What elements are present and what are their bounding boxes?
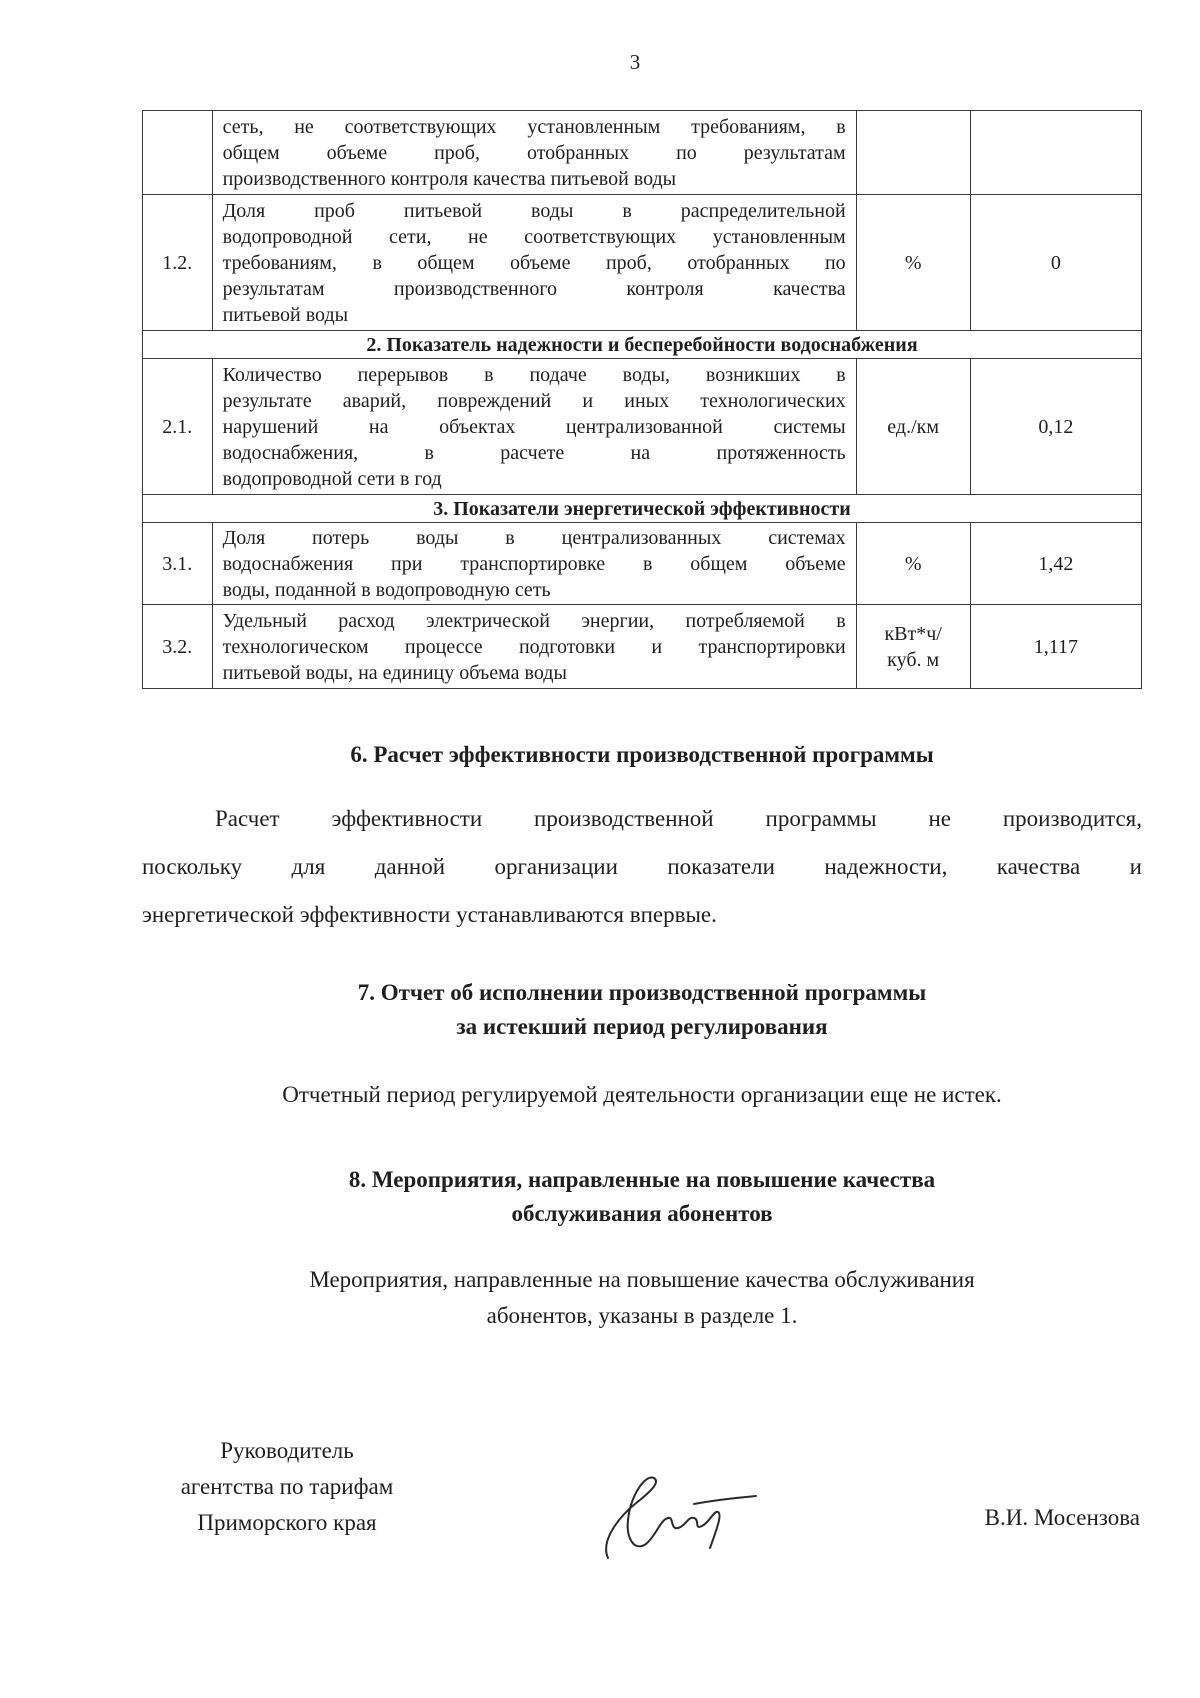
description-line: нарушений на объектах централизованной системы (222, 415, 846, 438)
unit-line: куб. м (887, 648, 940, 671)
description-line: Доля проб питьевой воды в распределительной (222, 199, 846, 222)
description-line: сеть, не соответствующих установленным требованиям, в (222, 115, 846, 138)
text-line: энергетической эффективности устанавливаются впервые. (142, 902, 717, 927)
description-line: требованиям, в общем объеме проб, отобранных по (222, 251, 846, 274)
description-line: Удельный расход электрической энергии, потребляемой в (222, 609, 846, 632)
position-line: агентства по тарифам (180, 1474, 394, 1499)
unit-line: кВт*ч/ (884, 622, 942, 645)
row-value (970, 111, 1141, 195)
text-line: поскольку для данной организации показатели надежности, качества и (142, 854, 1142, 879)
description-line: водопроводной сети, не соответствующих установленным (222, 225, 846, 248)
row-number: 3.1. (143, 523, 213, 605)
section-header-row (143, 495, 1142, 523)
section-header: 2. Показатель надежности и бесперебойности водоснабжения (143, 331, 1142, 359)
row-description (212, 523, 856, 605)
title-line: 7. Отчет об исполнении производственной программы (357, 980, 927, 1005)
text-line: Мероприятия, направленные на повышение качества обслуживания (309, 1267, 975, 1292)
row-unit: % (856, 195, 970, 331)
table-row (143, 605, 1142, 689)
row-value: 1,42 (970, 523, 1141, 605)
position-line: Приморского края (197, 1510, 377, 1535)
row-unit (856, 111, 970, 195)
description-line: водоснабжения, в расчете на протяженность (222, 441, 846, 464)
description-line: результатам производственного контроля качества (222, 277, 846, 300)
section-8-text (142, 1262, 1142, 1334)
title-line: обслуживания абонентов (511, 1201, 773, 1226)
description-line: результате аварий, повреждений и иных технологических (222, 389, 846, 412)
row-unit: % (856, 523, 970, 605)
description-line: Доля потерь воды в централизованных системах (222, 526, 846, 549)
table-row (143, 523, 1142, 605)
row-unit (856, 605, 970, 689)
table-row (143, 195, 1142, 331)
row-value: 0 (970, 195, 1141, 331)
row-unit: ед./км (856, 359, 970, 495)
section-6-text (142, 795, 1142, 939)
indicators-table (142, 110, 1142, 689)
description-line: Количество перерывов в подаче воды, возникших в (222, 363, 846, 386)
section-8-title (142, 1163, 1142, 1231)
row-number: 3.2. (143, 605, 213, 689)
signer-position (142, 1433, 432, 1541)
signer-name: В.И. Мосензова (984, 1505, 1140, 1530)
description-line: воды, поданной в водопроводную сеть (222, 578, 551, 601)
row-number: 1.2. (143, 195, 213, 331)
title-line: за истекший период регулирования (456, 1014, 828, 1039)
table-row (143, 111, 1142, 195)
section-header-row (143, 331, 1142, 359)
description-line: питьевой воды, на единицу объема воды (222, 661, 567, 684)
description-line: общем объеме проб, отобранных по результатам (222, 141, 846, 164)
section-7-title (142, 976, 1142, 1044)
row-description (212, 195, 856, 331)
row-description (212, 111, 856, 195)
row-description (212, 605, 856, 689)
text-line: абонентов, указаны в разделе 1. (486, 1303, 798, 1328)
row-description (212, 359, 856, 495)
page-number: 3 (629, 50, 641, 74)
row-value: 0,12 (970, 359, 1141, 495)
handwritten-signature (590, 1460, 760, 1570)
text-line: Расчет эффективности производственной программы не производится, (215, 806, 1142, 831)
description-line: водоснабжения при транспортировке в общем объеме (222, 552, 846, 575)
section-7-text: Отчетный период регулируемой деятельности организации еще не истек. (282, 1082, 1002, 1107)
description-line: водопроводной сети в год (222, 467, 442, 490)
description-line: технологическом процессе подготовки и транспортировки (222, 635, 846, 658)
row-number: 2.1. (143, 359, 213, 495)
section-6-title: 6. Расчет эффективности производственной программы (350, 742, 934, 767)
row-value: 1,117 (970, 605, 1141, 689)
table-row (143, 359, 1142, 495)
position-line: Руководитель (220, 1438, 354, 1463)
section-header: 3. Показатели энергетической эффективности (143, 495, 1142, 523)
description-line: производственного контроля качества питьевой воды (222, 167, 677, 190)
description-line: питьевой воды (222, 303, 349, 326)
row-number (143, 111, 213, 195)
title-line: 8. Мероприятия, направленные на повышение качества (348, 1167, 936, 1192)
